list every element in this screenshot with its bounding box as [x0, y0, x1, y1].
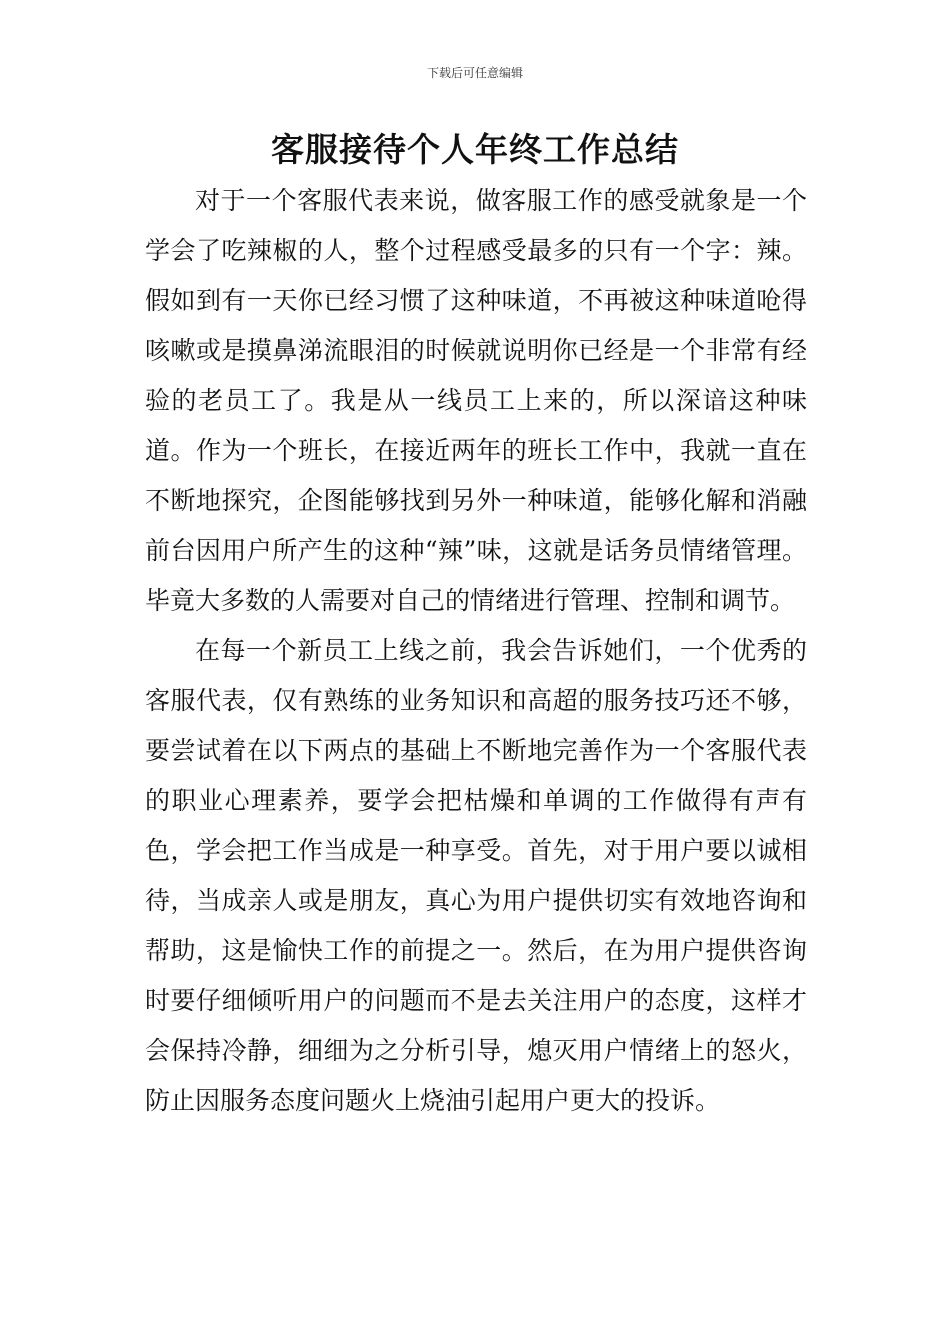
- paragraph-1: 对于一个客服代表来说，做客服工作的感受就象是一个学会了吃辣椒的人，整个过程感受最多的只有一个字：辣。假如到有一天你已经习惯了这种味道，不再被这种味道呛得咳嗽或是摸鼻涕流眼泪的时候就说明你已经是一个非常有经验的老员工了。我是从一线员工上来的，所以深谙这种味道。作为一个班长，在接近两年的班长工作中，我就一直在不断地探究，企图能够找到另外一种味道，能够化解和消融前台因用户所产生的这种“辣”味，这就是话务员情绪管理。毕竟大多数的人需要对自己的情绪进行管理、控制和调节。: [145, 186, 807, 615]
- page-header-note: 下载后可任意编辑: [426, 66, 523, 80]
- paragraph-2: 在每一个新员工上线之前，我会告诉她们，一个优秀的客服代表，仅有熟练的业务知识和高超的服务技巧还不够，要尝试着在以下两点的基础上不断地完善作为一个客服代表的职业心理素养，要学会把枯燥和单调的工作做得有声有色，学会把工作当成是一种享受。首先，对于用户要以诚相待，当成亲人或是朋友，真心为用户提供切实有效地咨询和帮助，这是愉快工作的前提之一。然后，在为用户提供咨询时要仔细倾听用户的问题而不是去关注用户的态度，这样才会保持冷静，细细为之分析引导，熄灭用户情绪上的怒火，防止因服务态度问题火上烧油引起用户更大的投诉。: [145, 636, 807, 1115]
- document-title: 客服接待个人年终工作总结: [271, 130, 679, 169]
- document-body: [145, 176, 807, 1126]
